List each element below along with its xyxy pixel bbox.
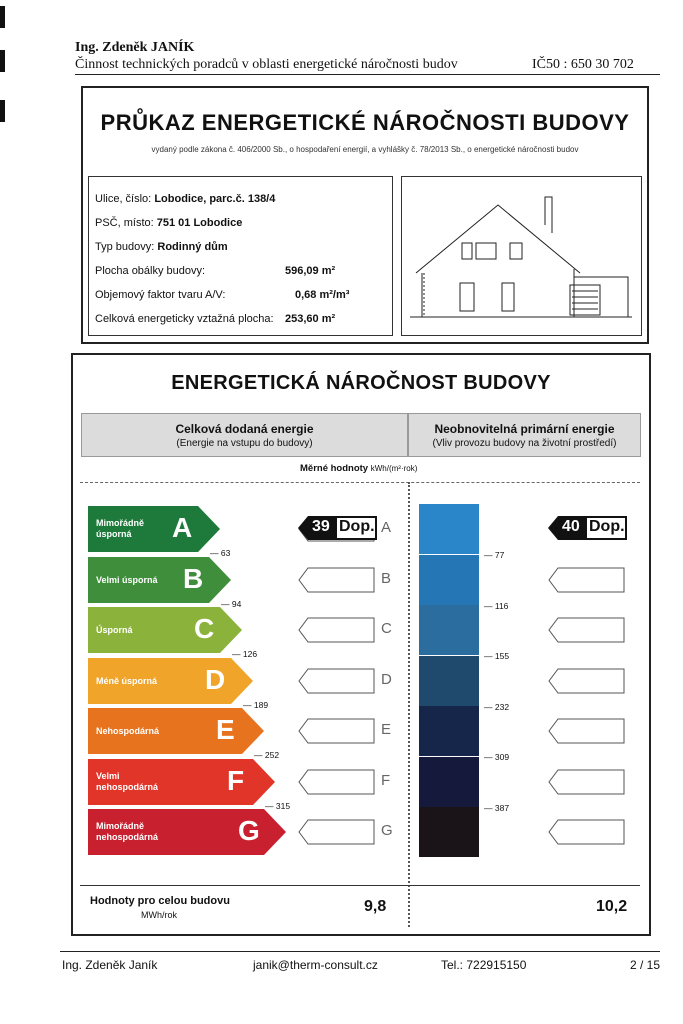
class-arrow-f: [88, 759, 277, 805]
class-letter: C: [194, 613, 215, 644]
factor-label: Objemový faktor tvaru A/V:: [95, 289, 226, 301]
class-arrow-e: [88, 708, 266, 754]
delivered-threshold: — 315: [265, 801, 291, 811]
footer-divider: [60, 951, 660, 952]
primary-class-marker-value: 40: [562, 518, 580, 535]
house-drawing: [401, 176, 642, 336]
class-letter: A: [172, 512, 193, 543]
class-arrow-b: [88, 557, 233, 603]
footer-author: Ing. Zdeněk Janík: [62, 958, 158, 972]
primary-class-marker-label: Dop.: [589, 518, 625, 535]
area-value: 596,09 m²: [285, 265, 336, 277]
delivered-threshold: — 63: [210, 548, 231, 558]
totals-row: [80, 885, 640, 930]
header-divider: [75, 74, 660, 75]
certificate-title: PRŮKAZ ENERGETICKÉ NÁROČNOSTI BUDOVY: [100, 110, 630, 135]
specific-values-label: [300, 463, 417, 474]
primary-slot-c: [548, 617, 628, 643]
primary-slot-g: [548, 819, 628, 845]
delivered-slot-c: [298, 617, 378, 643]
certificate-subtitle: vydaný podle zákona č. 406/2000 Sb., o hospodaření energií, a vyhlášky č. 78/2013 Sb., o energetické náročnosti budov: [151, 145, 579, 154]
primary-energy-title: Neobnovitelná primární energie: [434, 422, 615, 436]
primary-threshold: — 155: [484, 651, 510, 661]
delivered-slot-f: [298, 769, 378, 795]
delivered-energy-header: [81, 413, 408, 457]
class-arrow-c: [88, 607, 244, 653]
delivered-slot-letter: D: [381, 671, 392, 688]
type-label: Typ budovy:: [95, 241, 155, 253]
class-label: Mimořádně nehospodárná: [96, 821, 159, 842]
primary-bar-d: [419, 656, 479, 706]
primary-threshold: — 309: [484, 752, 510, 762]
column-divider: [408, 482, 410, 927]
primary-energy-header: [408, 413, 641, 457]
class-arrow-g: [88, 809, 288, 855]
delivered-threshold: — 126: [232, 649, 258, 659]
delivered-slot-g: [298, 819, 378, 845]
primary-bar-f: [419, 757, 479, 807]
delivered-threshold: — 94: [221, 599, 242, 609]
delivered-energy-subtitle: (Energie na vstupu do budovy): [176, 438, 313, 449]
primary-threshold: — 116: [484, 601, 509, 611]
ref-area-value: 253,60 m²: [285, 313, 336, 325]
area-label: Plocha obálky budovy:: [95, 265, 206, 277]
class-label: Méně úsporná: [96, 675, 158, 686]
performance-title: ENERGETICKÁ NÁROČNOST BUDOVY: [171, 372, 551, 394]
company-id: IČ50 : 650 30 702: [532, 57, 634, 72]
author-name: Ing. Zdeněk JANÍK: [75, 40, 195, 55]
street-label: Ulice, číslo:: [95, 193, 152, 205]
delivered-slot-e: [298, 718, 378, 744]
primary-energy-subtitle: (Vliv provozu budovy na životní prostředí): [432, 438, 617, 449]
class-arrow-d: [88, 658, 255, 704]
class-label: Velmi úsporná: [96, 574, 158, 585]
class-letter: D: [205, 664, 226, 695]
delivered-slot-letter: E: [381, 721, 392, 738]
primary-slot-d: [548, 668, 628, 694]
delivered-energy-title: Celková dodaná energie: [175, 422, 314, 436]
total-delivered-value: 9,8: [364, 898, 387, 915]
specific-values-unit: kWh/(m²·rok): [370, 464, 418, 473]
primary-bar-g: [419, 807, 479, 857]
delivered-threshold: — 252: [254, 750, 280, 760]
primary-bar-b: [419, 555, 479, 605]
primary-threshold: — 232: [484, 702, 510, 712]
delivered-slot-letter: F: [381, 772, 391, 789]
primary-bar-c: [419, 605, 479, 655]
class-letter: E: [216, 714, 235, 745]
section-divider: [80, 482, 640, 483]
delivered-class-marker-label: Dop.: [339, 518, 375, 535]
delivered-slot-letter: G: [381, 822, 393, 839]
delivered-class-marker-value: 39: [312, 518, 330, 535]
primary-bar-e: [419, 706, 479, 756]
delivered-slot-d: [298, 668, 378, 694]
total-primary-value: 10,2: [596, 898, 628, 915]
building-info: [88, 176, 393, 336]
type-value: Rodinný dům: [157, 241, 228, 253]
class-label: Mimořádně úsporná: [96, 518, 145, 539]
class-arrow-a: [88, 506, 222, 552]
totals-unit: MWh/rok: [141, 910, 177, 920]
class-letter: B: [183, 563, 204, 594]
class-label: Velmi nehospodárná: [96, 771, 159, 792]
footer-phone: Tel.: 722915150: [441, 958, 527, 972]
psc-label: PSČ, místo:: [95, 217, 154, 229]
house-icon: [402, 177, 641, 335]
ref-area-label: Celková energeticky vztažná plocha:: [95, 313, 274, 325]
class-label: Nehospodárná: [96, 725, 160, 736]
class-letter: G: [238, 815, 260, 846]
delivered-threshold: — 189: [243, 700, 269, 710]
footer-page-number: 2 / 15: [630, 958, 661, 972]
primary-slot-b: [548, 567, 628, 593]
class-label: Úsporná: [96, 624, 133, 635]
primary-slot-e: [548, 718, 628, 744]
class-letter: F: [227, 765, 245, 796]
totals-label: Hodnoty pro celou budovu: [90, 895, 230, 907]
primary-bar-a: [419, 504, 479, 554]
delivered-slot-letter: C: [381, 620, 392, 637]
specific-values-text: Měrné hodnoty: [300, 463, 369, 474]
primary-threshold: — 387: [484, 803, 510, 813]
primary-threshold: — 77: [484, 550, 505, 560]
delivered-slot-letter: B: [381, 570, 392, 587]
author-activity: Činnost technických poradců v oblasti energetické náročnosti budov: [75, 57, 458, 72]
delivered-slot-letter: A: [381, 519, 392, 536]
factor-value: 0,68 m²/m³: [295, 289, 350, 301]
primary-slot-f: [548, 769, 628, 795]
street-value: Lobodice, parc.č. 138/4: [154, 193, 276, 205]
footer-email: janik@therm-consult.cz: [253, 958, 378, 972]
delivered-slot-b: [298, 567, 378, 593]
psc-value: 751 01 Lobodice: [156, 217, 243, 229]
